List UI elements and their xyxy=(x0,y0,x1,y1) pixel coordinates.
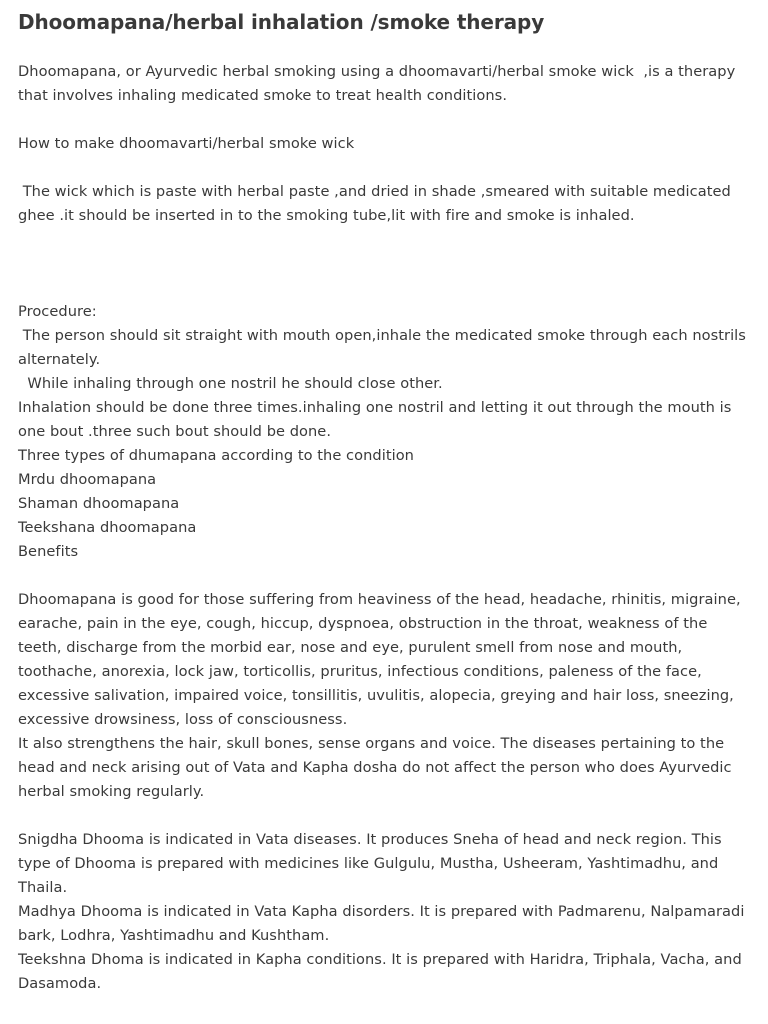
spacer xyxy=(18,564,750,588)
how-to-paragraph: The wick which is paste with herbal paste ,and dried in shade ,smeared with suitable medicated ghee .it should be inserted in to the smoking tube,lit with fire and smoke is inhaled. xyxy=(18,183,736,224)
types-heading: Three types of dhumapana according to the condition xyxy=(18,447,414,464)
teekshna-dhooma-paragraph: Teekshna Dhoma is indicated in Kapha conditions. It is prepared with Haridra, Triphala, Vacha, and Dasamoda. xyxy=(18,951,747,992)
how-to-heading: How to make dhoomavarti/herbal smoke wick xyxy=(18,135,355,152)
spacer xyxy=(18,156,750,180)
intro-paragraph: Dhoomapana, or Ayurvedic herbal smoking using a dhoomavarti/herbal smoke wick ,is a therapy that involves inhaling medicated smoke to treat health conditions. xyxy=(18,63,740,104)
procedure-step-2: While inhaling through one nostril he should close other. xyxy=(18,375,443,392)
benefits-paragraph: Dhoomapana is good for those suffering from heaviness of the head, headache, rhinitis, migraine, earache, pain in the eye, cough, hiccup, dyspnoea, obstruction in the throat, weakness of the teeth, discharge from the morbid ear, nose and eye, purulent smell from nose and mouth, toothache, anorexia, lock jaw, torticollis, pruritus, infectious conditions, paleness of the face, excessive salivation, impaired voice, tonsillitis, uvulitis, alopecia, greying and hair loss, sneezing, excessive drowsiness, loss of consciousness. xyxy=(18,591,746,728)
spacer xyxy=(18,804,750,828)
snigdha-dhooma-paragraph: Snigdha Dhooma is indicated in Vata diseases. It produces Sneha of head and neck region. This type of Dhooma is prepared with medicines like Gulgulu, Mustha, Usheeram, Yashtimadhu, and Thaila. xyxy=(18,831,727,896)
madhya-dhooma-paragraph: Madhya Dhooma is indicated in Vata Kapha disorders. It is prepared with Padmarenu, Nalpamaradi bark, Lodhra, Yashtimadhu and Kushtham. xyxy=(18,903,750,944)
benefits-heading: Benefits xyxy=(18,543,79,560)
type-item-teekshana: Teekshana dhoomapana xyxy=(18,519,197,536)
procedure-step-3: Inhalation should be done three times.inhaling one nostril and letting it out through the mouth is one bout .three such bout should be done. xyxy=(18,399,737,440)
spacer xyxy=(18,228,750,300)
strengthens-paragraph: It also strengthens the hair, skull bones, sense organs and voice. The diseases pertaining to the head and neck arising out of Vata and Kapha dosha do not affect the person who does Ayurvedic herbal smoking regularly. xyxy=(18,735,737,800)
type-item-shaman: Shaman dhoomapana xyxy=(18,495,180,512)
spacer xyxy=(18,36,750,60)
procedure-heading: Procedure: xyxy=(18,303,97,320)
page-title: Dhoomapana/herbal inhalation /smoke therapy xyxy=(18,10,545,34)
type-item-mrdu: Mrdu dhoomapana xyxy=(18,471,157,488)
procedure-step-1: The person should sit straight with mouth open,inhale the medicated smoke through each nostrils alternately. xyxy=(18,327,751,368)
spacer xyxy=(18,108,750,132)
